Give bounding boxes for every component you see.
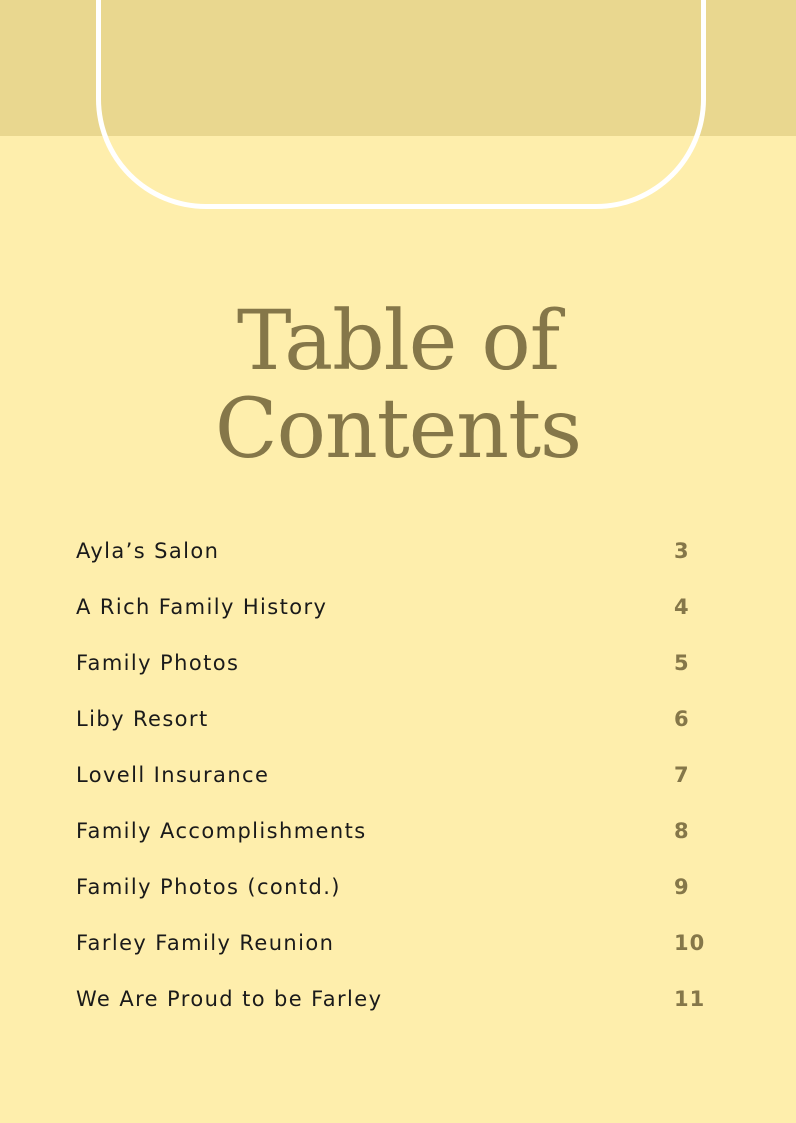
toc-entry[interactable] [76,698,716,754]
toc-entry[interactable] [76,810,716,866]
toc-entry-title: Farley Family Reunion [76,931,335,955]
toc-entry-page-number: 3 [674,539,690,563]
toc-entry-title: Ayla’s Salon [76,539,220,563]
toc-entry[interactable] [76,978,716,1034]
toc-entry-page-number: 8 [674,819,690,843]
toc-entry-title: Liby Resort [76,707,209,731]
toc-entry-title: Family Photos [76,651,240,675]
toc-entry[interactable] [76,586,716,642]
toc-entry-page-number: 10 [674,931,706,955]
toc-entry-page-number: 7 [674,763,690,787]
toc-entry-page-number: 4 [674,595,690,619]
toc-entry-title: A Rich Family History [76,595,328,619]
toc-entry[interactable] [76,922,716,978]
toc-entry-title: Family Photos (contd.) [76,875,341,899]
toc-entry[interactable] [76,530,716,586]
toc-entry[interactable] [76,642,716,698]
toc-entry-title: Family Accomplishments [76,819,367,843]
title-line-1: Table of [236,294,560,389]
title-line-2: Contents [214,382,582,477]
toc-entry-page-number: 11 [674,987,706,1011]
decorative-frame [96,0,706,209]
toc-entry-title: Lovell Insurance [76,763,270,787]
toc-entry-page-number: 9 [674,875,690,899]
toc-entry-title: We Are Proud to be Farley [76,987,383,1011]
toc-entry-page-number: 5 [674,651,690,675]
page-title [0,294,796,477]
table-of-contents [76,530,716,1034]
toc-entry[interactable] [76,866,716,922]
toc-entry-page-number: 6 [674,707,690,731]
toc-entry[interactable] [76,754,716,810]
